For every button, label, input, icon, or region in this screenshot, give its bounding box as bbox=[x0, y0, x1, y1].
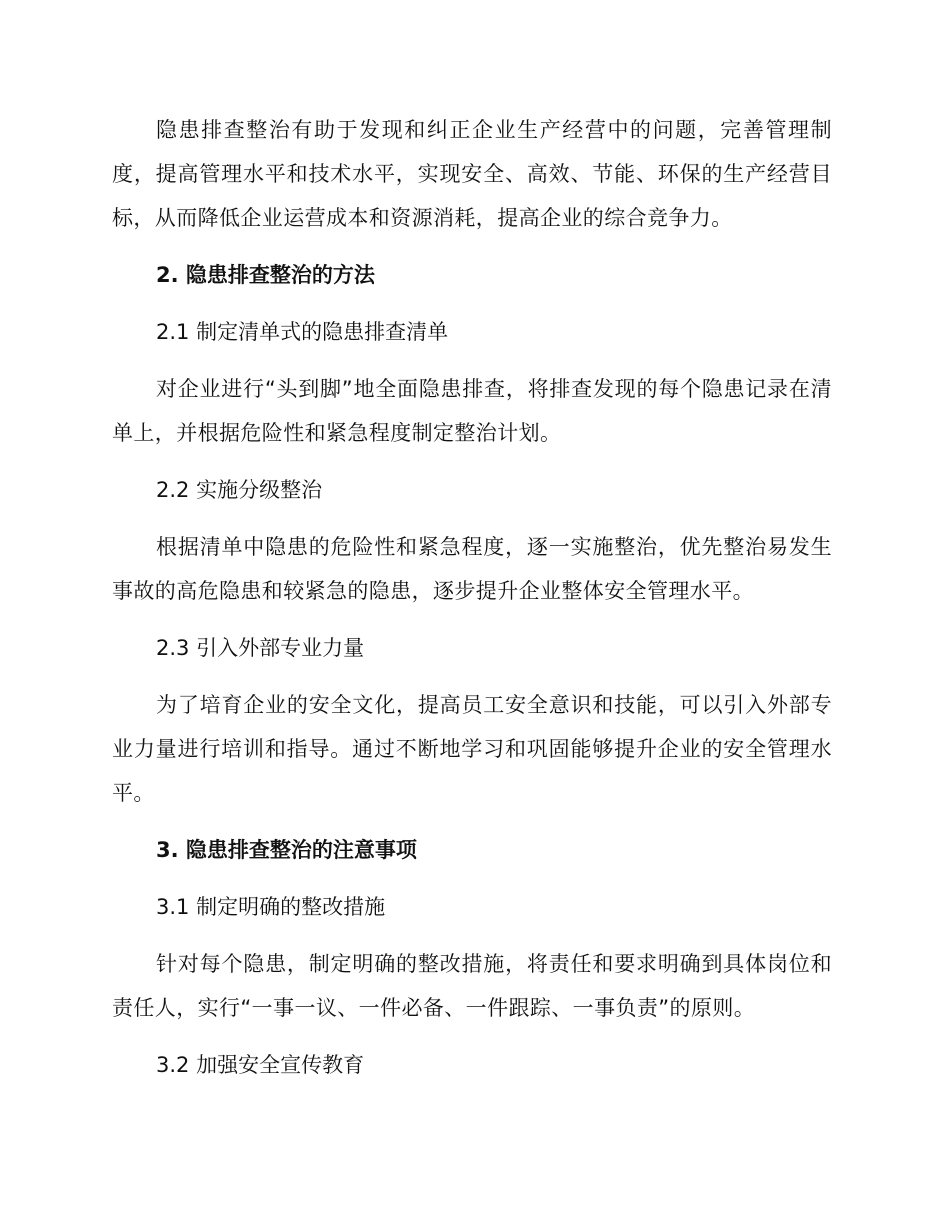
paragraph-2-1: 对企业进行“头到脚”地全面隐患排查，将排查发现的每个隐患记录在清单上，并根据危险性和紧急程度制定整治计划。 bbox=[112, 377, 832, 445]
subheading-2-1: 2.1 制定清单式的隐患排查清单 bbox=[156, 320, 449, 344]
paragraph-2-3: 为了培育企业的安全文化，提高员工安全意识和技能，可以引入外部专业力量进行培训和指导。通过不断地学习和巩固能够提升企业的安全管理水平。 bbox=[112, 693, 832, 805]
document-page bbox=[112, 108, 832, 1100]
subheading-2-3: 2.3 引入外部专业力量 bbox=[156, 636, 365, 660]
paragraph-2-2: 根据清单中隐患的危险性和紧急程度，逐一实施整治，优先整治易发生事故的高危隐患和较紧急的隐患，逐步提升企业整体安全管理水平。 bbox=[112, 535, 832, 603]
section-heading-notes: 3. 隐患排查整治的注意事项 bbox=[156, 838, 417, 862]
paragraph-3-1: 针对每个隐患，制定明确的整改措施，将责任和要求明确到具体岗位和责任人，实行“一事一议、一件必备、一件跟踪、一事负责”的原则。 bbox=[112, 952, 832, 1020]
subheading-3-2: 3.2 加强安全宣传教育 bbox=[156, 1053, 365, 1077]
paragraph-intro: 隐患排查整治有助于发现和纠正企业生产经营中的问题，完善管理制度，提高管理水平和技术水平，实现安全、高效、节能、环保的生产经营目标，从而降低企业运营成本和资源消耗，提高企业的综合竞争力。 bbox=[112, 118, 832, 230]
section-heading-methods: 2. 隐患排查整治的方法 bbox=[156, 263, 375, 287]
subheading-3-1: 3.1 制定明确的整改措施 bbox=[156, 895, 386, 919]
subheading-2-2: 2.2 实施分级整治 bbox=[156, 478, 323, 502]
